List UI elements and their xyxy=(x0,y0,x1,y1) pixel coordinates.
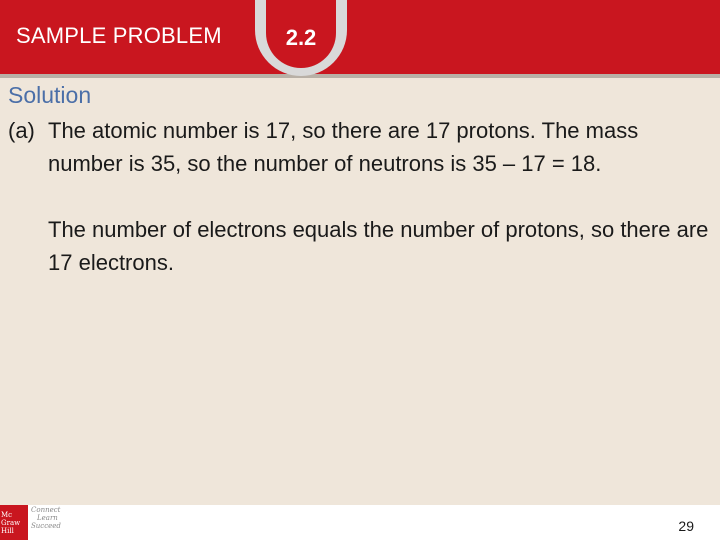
item-marker: (a) xyxy=(8,118,35,143)
problem-number: 2.2 xyxy=(285,25,317,50)
header-bar xyxy=(0,0,720,74)
slide-title: SAMPLE PROBLEM xyxy=(16,23,222,48)
solution-body xyxy=(8,114,716,279)
solution-heading: Solution xyxy=(8,82,92,108)
problem-number-badge xyxy=(266,0,336,68)
footer-bar xyxy=(0,505,720,540)
solution-item-a xyxy=(8,114,716,180)
logo-line-1: Mc xyxy=(1,510,13,519)
solution-paragraph-2: The number of electrons equals the number of protons, so there are 17 electrons. xyxy=(48,217,709,275)
mcgraw-hill-logo xyxy=(0,505,28,540)
connect-learn-succeed-tagline xyxy=(31,506,61,530)
logo-line-2: Graw xyxy=(1,518,21,527)
tagline-line-2: Learn xyxy=(37,514,58,522)
tagline-line-1: Connect xyxy=(31,506,61,514)
tagline-line-3: Succeed xyxy=(31,522,61,530)
page-number: 29 xyxy=(678,518,694,534)
solution-paragraph-1: The atomic number is 17, so there are 17 protons. The mass number is 35, so the number of neutrons is 35 – 17 = 18. xyxy=(48,118,639,176)
logo-line-3: Hill xyxy=(1,526,14,535)
